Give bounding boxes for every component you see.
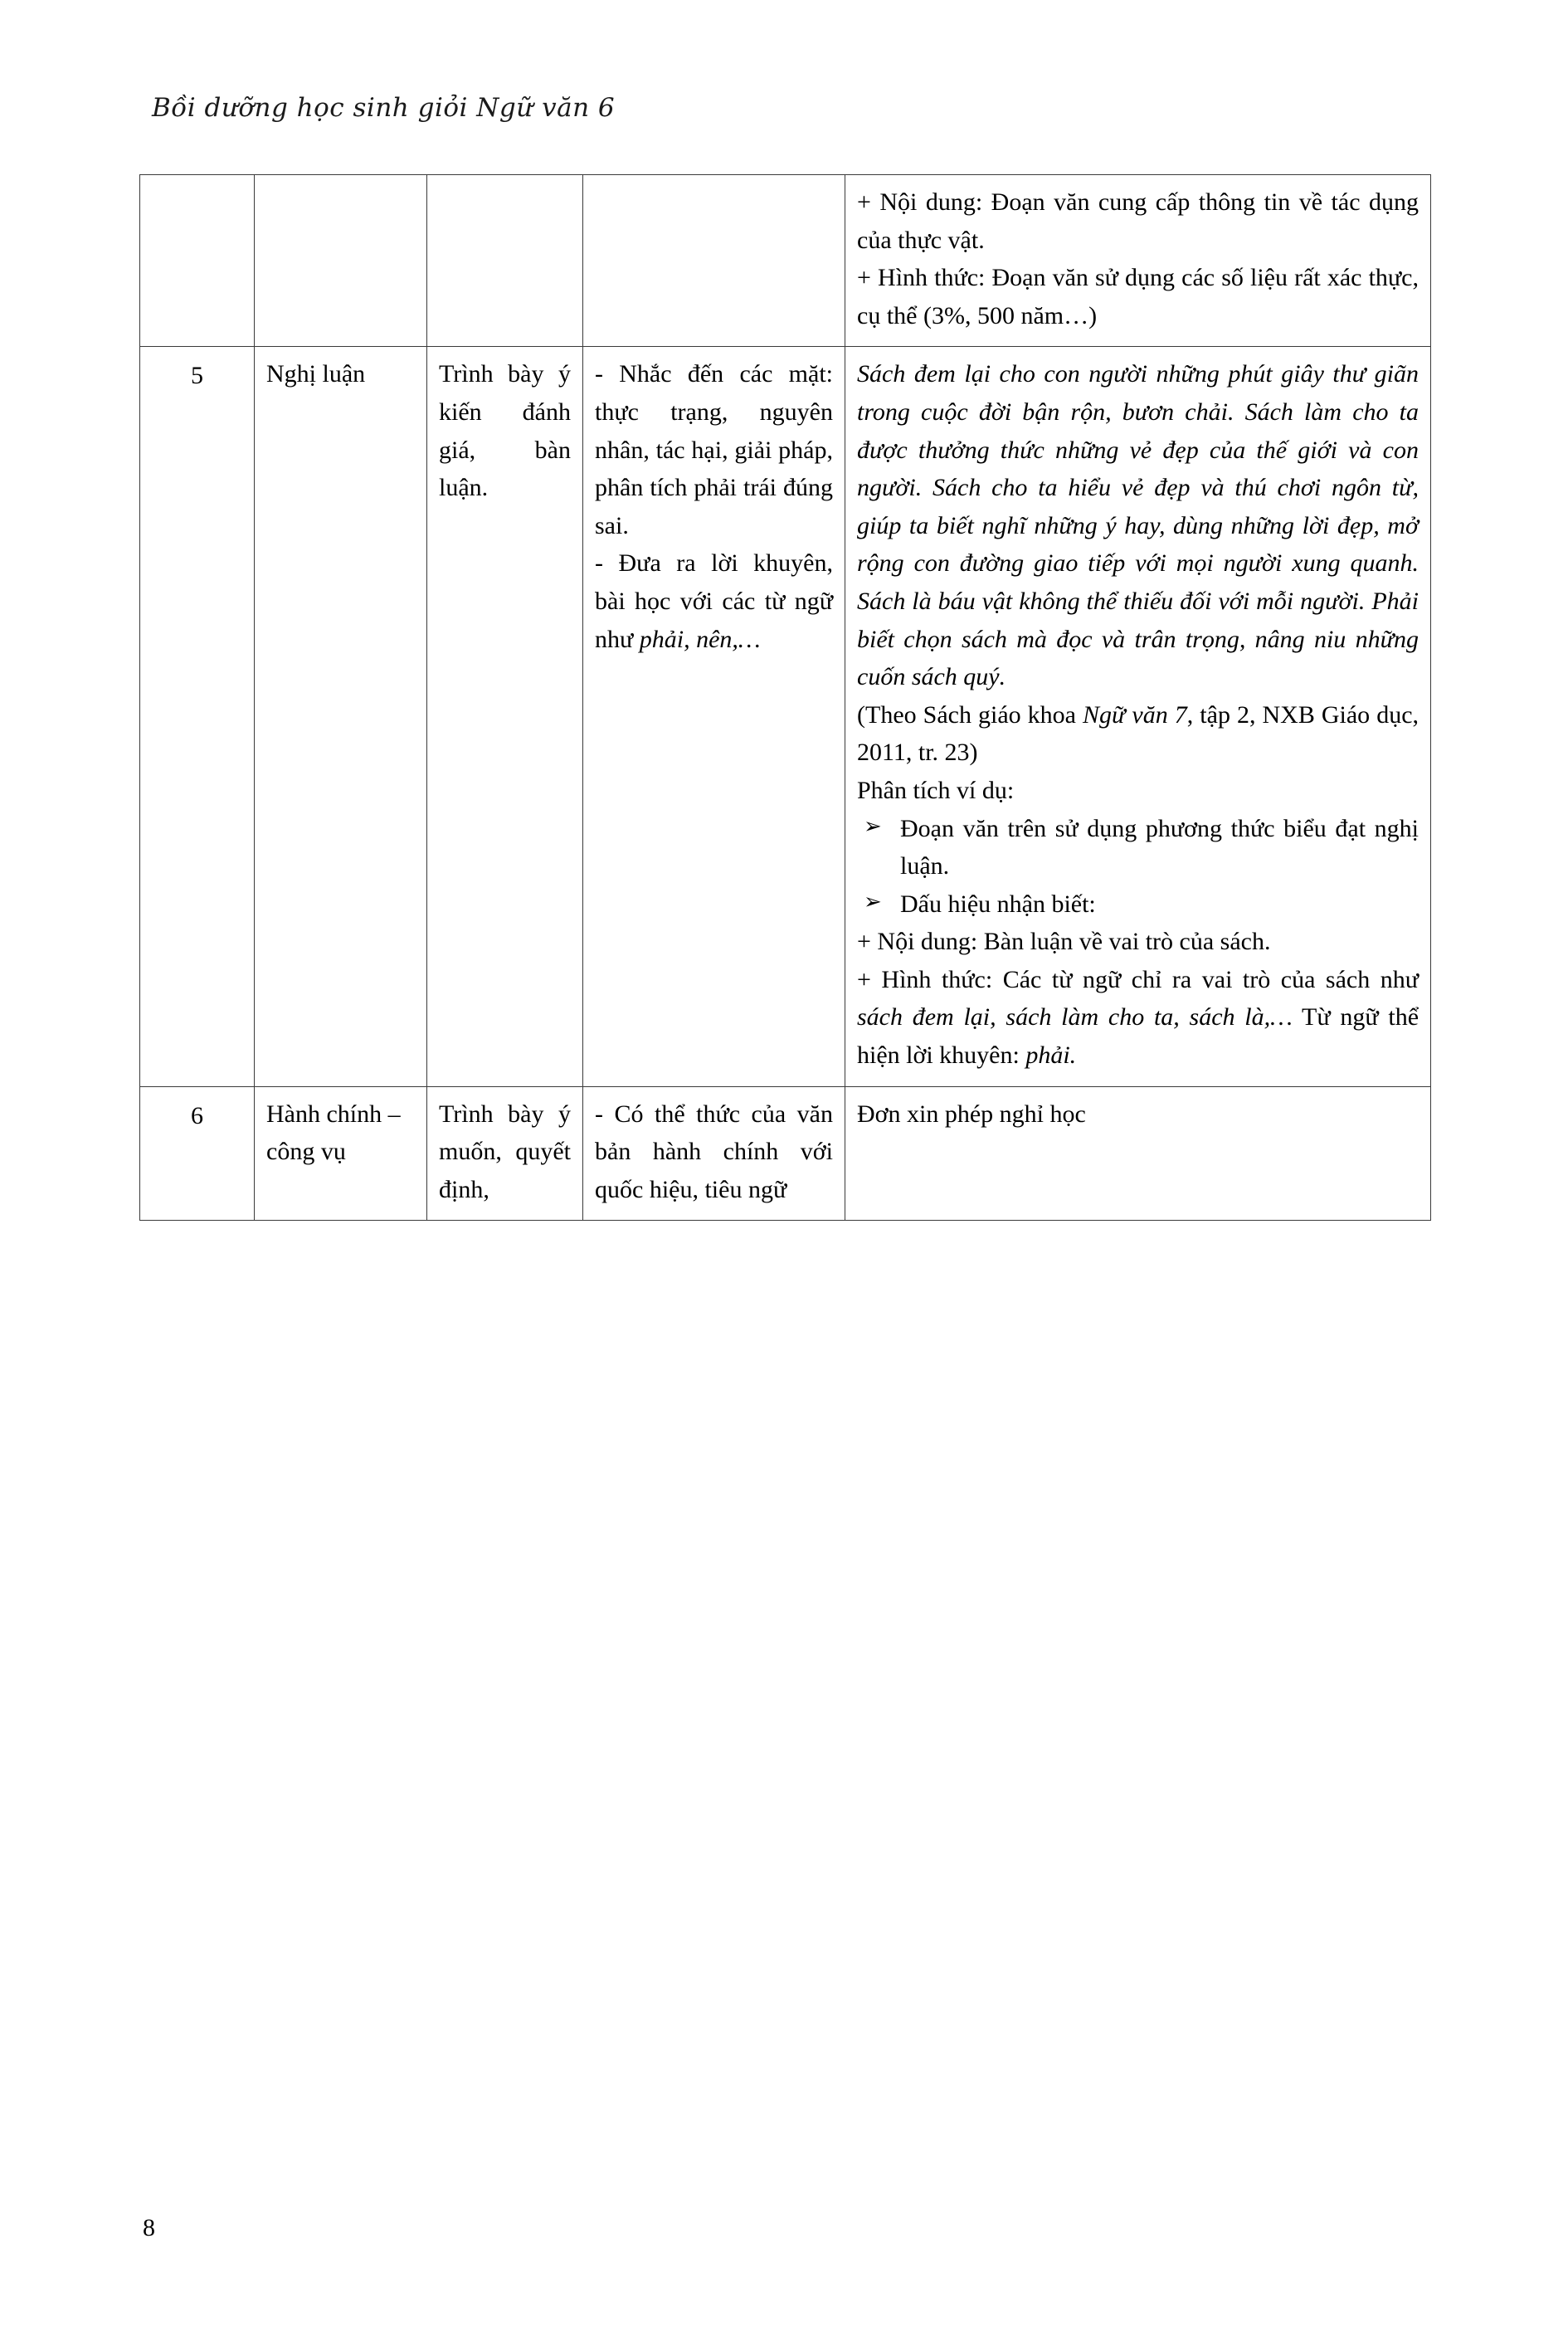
example-form-note: + Hình thức: Đoạn văn sử dụng các số liệu rất xác thực, cụ thể (3%, 500 năm…) [857, 264, 1419, 329]
cell-purpose [427, 175, 583, 347]
signs-item-2 [595, 544, 833, 658]
analysis-form-pre: + Hình thức: Các từ ngữ chỉ ra vai trò của sách như [857, 965, 1419, 993]
source-post: , tập 2, NXB Giáo dục, 2011, tr. 23) [857, 700, 1419, 767]
arrow-bullet-icon: ➢ [864, 813, 882, 838]
content-table [139, 174, 1431, 1221]
signs-item-2-text: - Đưa ra lời khuyên, bài học với các từ ngữ như [595, 549, 833, 653]
table-row [140, 175, 1431, 347]
cell-signs [583, 175, 845, 347]
cell-number: 6 [140, 1086, 255, 1221]
cell-purpose: Trình bày ý kiến đánh giá, bàn luận. [427, 347, 583, 1086]
analysis-label: Phân tích ví dụ: [857, 776, 1015, 804]
page-number: 8 [143, 2214, 155, 2241]
cell-signs: - Có thể thức của văn bản hành chính với quốc hiệu, tiêu ngữ [583, 1086, 845, 1221]
cell-purpose: Trình bày ý muốn, quyết định, [427, 1086, 583, 1221]
analysis-form-emphasis-1: sách đem lại, sách làm cho ta, sách là,… [857, 1003, 1293, 1032]
cell-example [845, 347, 1431, 1086]
arrow-bullet-icon: ➢ [864, 889, 882, 914]
example-content-note: + Nội dung: Đoạn văn cung cấp thông tin về tác dụng của thực vật. [857, 188, 1419, 254]
analysis-form-note [857, 961, 1419, 1075]
cell-type: Nghị luận [255, 347, 427, 1086]
analysis-form-mid: Từ ngữ thể hiện lời khuyên: [857, 1003, 1419, 1070]
cell-example [845, 175, 1431, 347]
cell-type: Hành chính – công vụ [255, 1086, 427, 1221]
analysis-bullet-1-text: Đoạn văn trên sử dụng phương thức biểu đạt nghị luận. [900, 814, 1419, 880]
analysis-content-note: + Nội dung: Bàn luận về vai trò của sách. [857, 928, 1271, 956]
signs-item-2-emphasis: phải, nên,… [639, 625, 761, 653]
table-row [140, 347, 1431, 1086]
example-quote: Sách đem lại cho con người những phút giây thư giãn trong cuộc đời bận rộn, bươn chải. Sách làm cho ta được thưởng thức những vẻ đẹp của thế giới và con người. Sách cho ta hiểu vẻ đẹp và thú chơi ngôn từ, giúp ta biết nghĩ những ý hay, dùng những lời đẹp, mở rộng con đường giao tiếp với mọi người xung quanh. Sách là báu vật không thể thiếu đối với mỗi người. Phải biết chọn sách mà đọc và trân trọng, nâng niu những cuốn sách quý. [857, 360, 1419, 691]
analysis-bullet-2-text: Dấu hiệu nhận biết: [900, 890, 1096, 918]
cell-signs [583, 347, 845, 1086]
cell-number [140, 175, 255, 347]
cell-type [255, 175, 427, 347]
source-title: Ngữ văn 7 [1083, 700, 1187, 729]
analysis-form-emphasis-2: phải. [1025, 1041, 1077, 1070]
cell-example: Đơn xin phép nghỉ học [845, 1086, 1431, 1221]
analysis-bullet-2 [857, 885, 1419, 924]
signs-item-1: - Nhắc đến các mặt: thực trạng, nguyên nhân, tác hại, giải pháp, phân tích phải trái đúng sai. [595, 360, 833, 539]
example-source [857, 696, 1419, 772]
analysis-bullet-1 [857, 810, 1419, 885]
cell-number: 5 [140, 347, 255, 1086]
table-row [140, 1086, 1431, 1221]
running-head: Bồi dưỡng học sinh giỏi Ngữ văn 6 [152, 93, 616, 123]
source-pre: (Theo Sách giáo khoa [857, 700, 1083, 729]
content-table-wrapper [139, 174, 1430, 1221]
